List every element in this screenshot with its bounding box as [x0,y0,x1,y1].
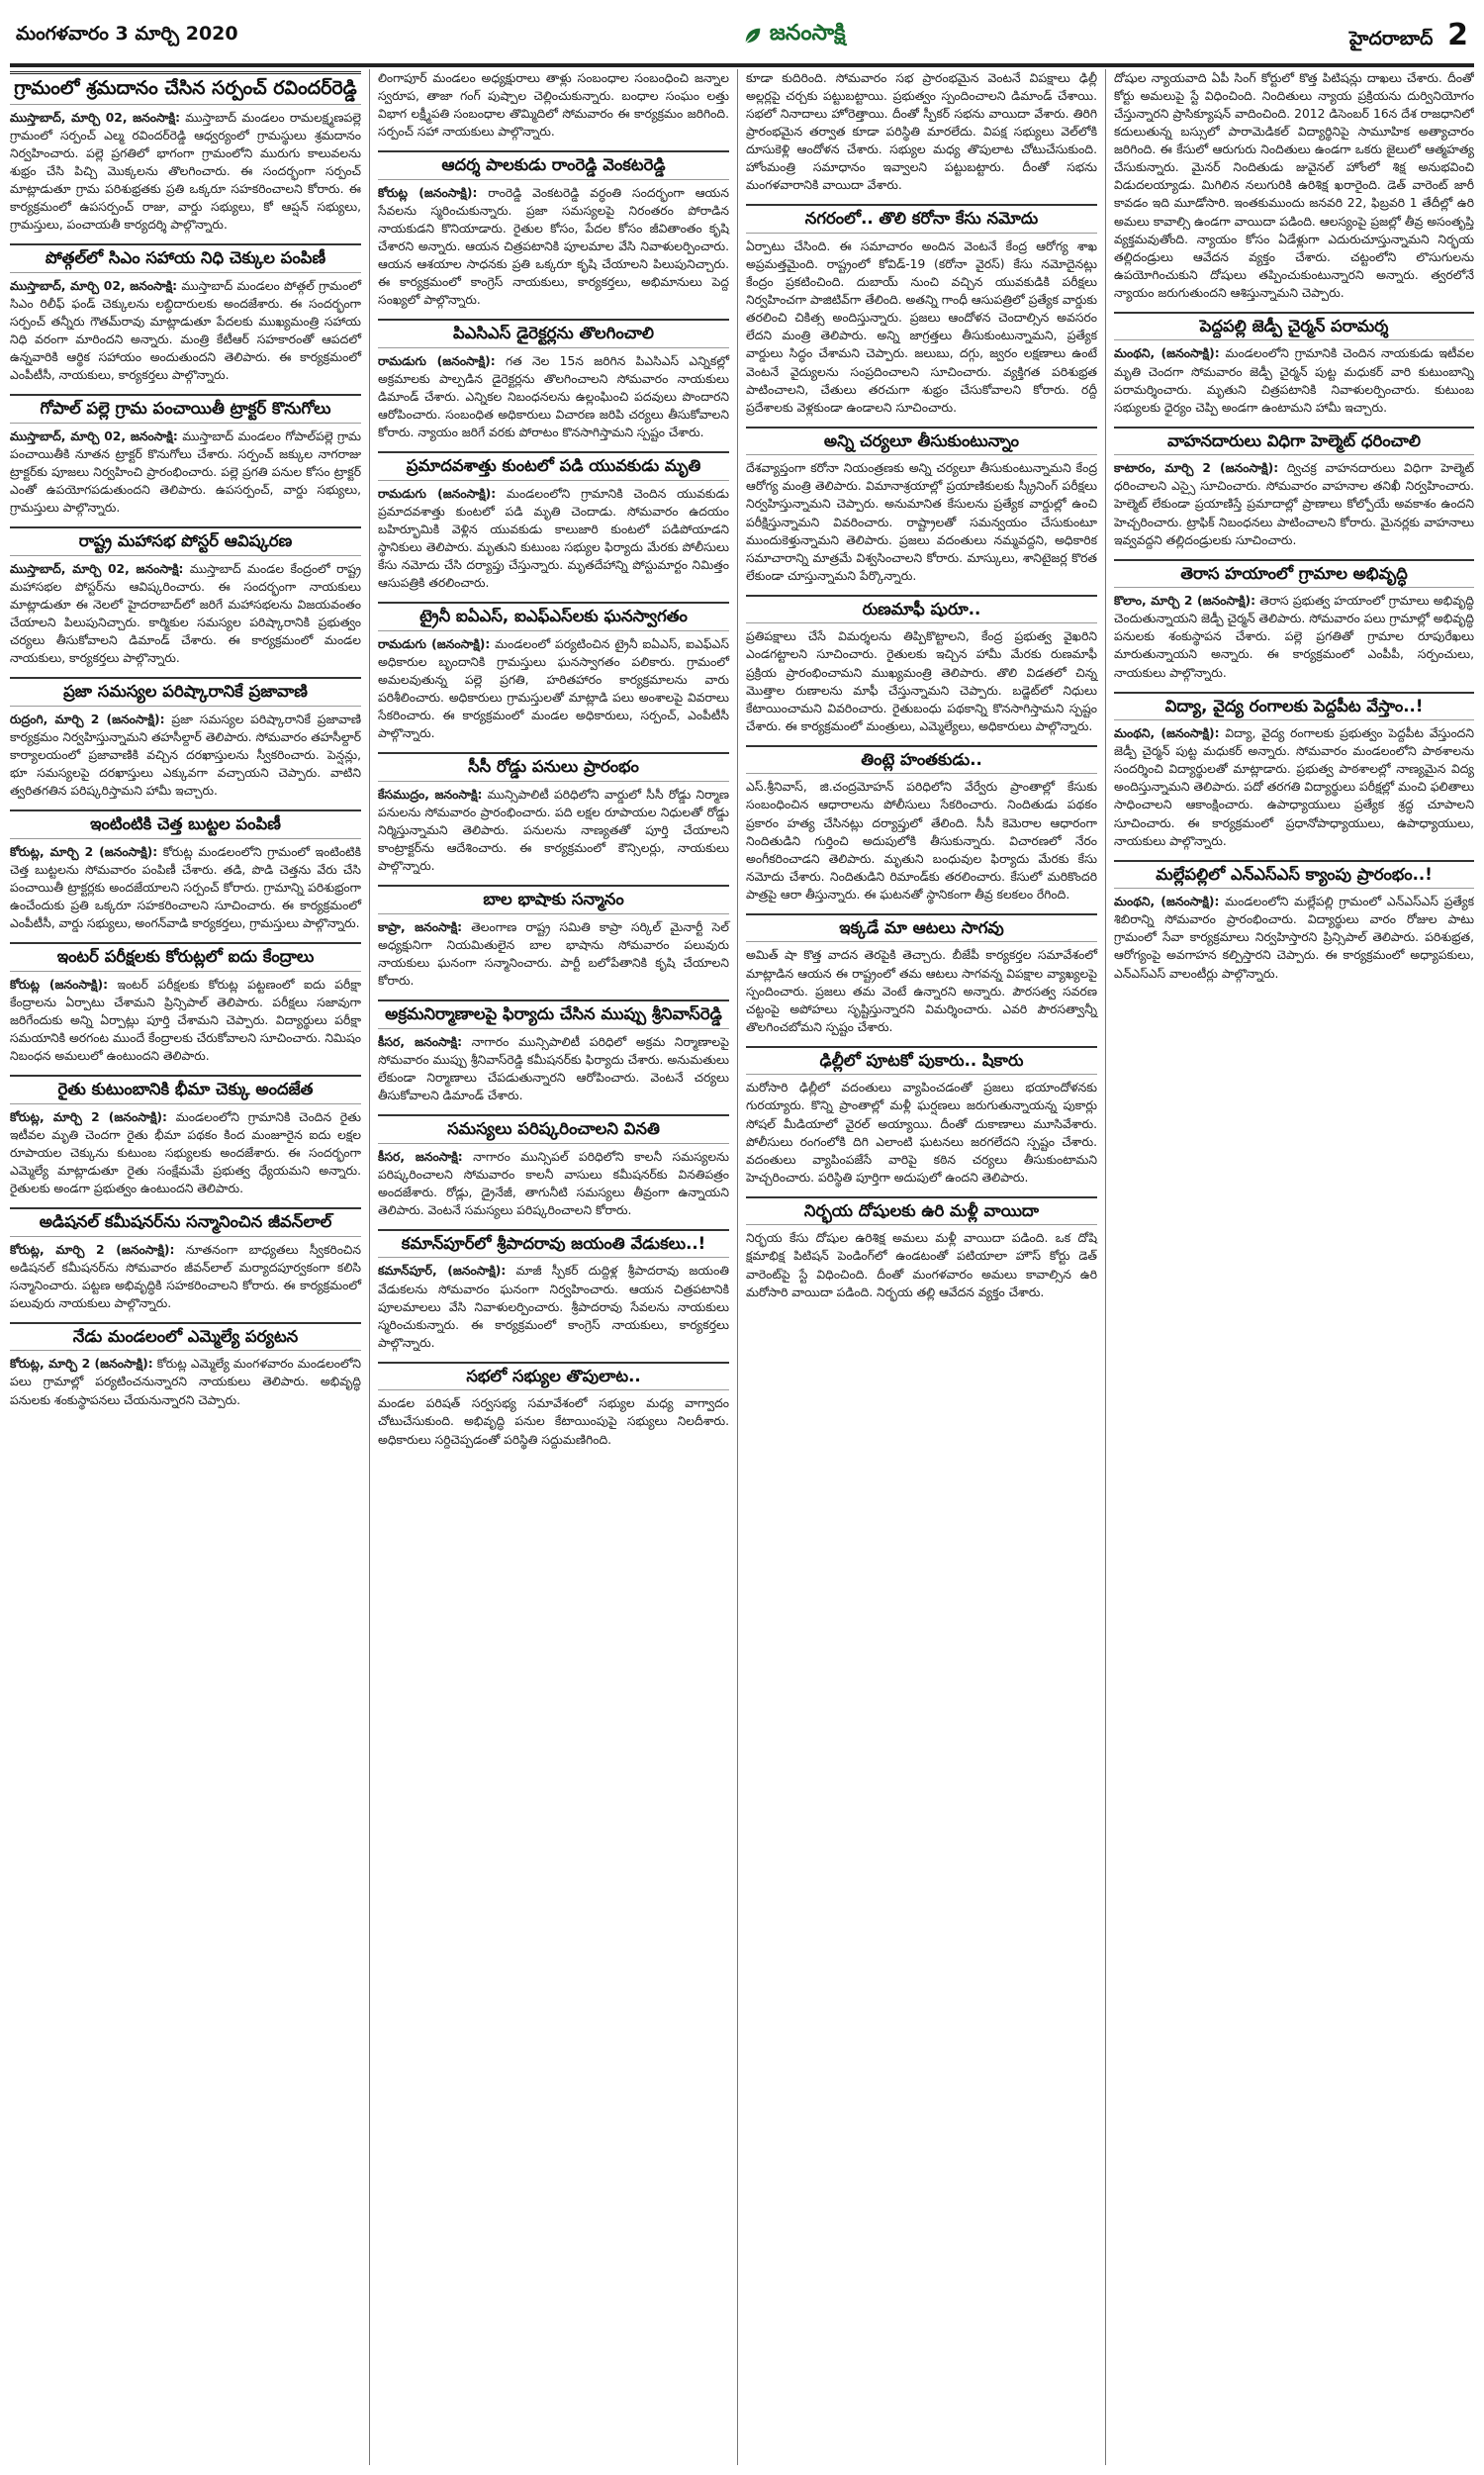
story-text: కోరుట్ల ఎమ్మెల్యే మంగళవారం మండలంలోని పలు గ్రామాల్లో పర్యటించనున్నారని నాయకులు తెలిపారు. అభివృద్ధి పనులకు శంకుస్థాపనలు చేయనున్నారని చెప్పారు. [10,1357,362,1407]
story-body [746,69,1097,194]
story-headline: ట్రైనీ ఐఏఎస్, ఐఎఫ్ఎస్‌లకు ఘనస్వాగతం [378,602,729,631]
story-text: అమిత్ షా కొత్త వాదన తెరపైకి తెచ్చారు. బీజేపీ కార్యకర్తల సమావేశంలో మాట్లాడిన ఆయన ఈ రాష్ట్రంలో తమ ఆటలు సాగవన్న విపక్షాల వ్యాఖ్యలపై స్పందించారు. ప్రజలు తమ వెంటే ఉన్నారని అన్నారు. పౌరసత్వ సవరణ చట్టంపై అపోహలు సృష్టిస్తున్నారని విమర్శించారు. ఎవరి పౌరసత్వాన్నీ తొలగించబోమని స్పష్టం చేశారు. [746,948,1097,1034]
news-column [10,69,370,2465]
story-body [10,711,361,800]
story-headline: కమాన్‌పూర్‌లో శ్రీపాదరావు జయంతి వేడుకలు..! [378,1229,729,1259]
story-headline: విద్యా, వైద్య రంగాలకు పెద్దపీట వేస్తాం..! [1114,692,1474,721]
story-dateline: మంథని, (జనంసాక్షి): [1114,346,1220,361]
news-story [378,451,729,592]
news-story [746,745,1097,904]
news-story [10,809,361,932]
news-story [1114,559,1474,682]
story-dateline: కోరుట్ల, మార్చి 2 (జనంసాక్షి): [10,1242,175,1257]
news-story [746,69,1097,194]
story-body [378,184,729,309]
story-body [378,1262,729,1351]
story-body [378,1394,729,1448]
news-story [378,1229,729,1352]
story-headline: బాల భాషాకు సన్మానం [378,885,729,914]
story-text: ముస్తాబాద్ మండలం పోత్గల్ గ్రామంలో సిఎం రిలీఫ్ ఫండ్ చెక్కులను లబ్ధిదారులకు అందజేశారు. ఈ సందర్భంగా సర్పంచ్ తన్నీరు గౌతమ్‌రావు మాట్లాడుతూ పేదలకు ముఖ్యమంత్రి సహాయ నిధి వరంగా మారిందని అన్నారు. మంత్రి కేటీఆర్ సహకారంతో ఆపదలో ఉన్నవారికి ఆర్థిక సహాయం అందుతుందని తెలిపారు. ఈ కార్యక్రమంలో ఎంపీటీసీ, నాయకులు, కార్యకర్తలు పాల్గొన్నారు. [10,278,361,383]
news-story [1114,69,1474,302]
story-body [378,485,729,592]
news-story [1114,692,1474,850]
news-story [10,243,361,384]
news-column [378,69,738,2465]
story-dateline: కోరుట్ల (జనంసాక్షి): [10,977,108,992]
story-dateline: ముస్తాబాద్, మార్చి 02, జనంసాక్షి: [10,428,178,443]
story-text: కూడా కుదిరింది. సోమవారం సభ ప్రారంభమైన వెంటనే విపక్షాలు ఢిల్లీ అల్లర్లపై చర్చకు పట్టుబట్టాయి. ప్రభుత్వం స్పందించాలని డిమాండ్ చేశాయి. సభలో నినాదాలు హోరెత్తాయి. దీంతో స్పీకర్ సభను వాయిదా వేశారు. తిరిగి ప్రారంభమైన తర్వాత కూడా పరిస్థితి మారలేదు. విపక్ష సభ్యులు వెల్‌లోకి దూసుకెళ్లి ఆందోళన చేశారు. సభ్యుల మధ్య తొపులాట చోటుచేసుకుంది. హోంమంత్రి సమాధానం ఇవ్వాలని పట్టుబట్టారు. దీంతో సభను మంగళవారానికి వాయిదా వేశారు. [746,71,1097,193]
story-body [10,277,361,384]
story-text: మండలంలోని గ్రామానికి చెందిన యువకుడు ప్రమాదవశాత్తు కుంటలో పడి మృతి చెందాడు. సోమవారం ఉదయం బహిర్భూమికి వెళ్లిన యువకుడు కాలుజారి కుంటలో పడిపోయాడని స్థానికులు తెలిపారు. మృతుని కుటుంబ సభ్యుల ఫిర్యాదు మేరకు పోలీసులు కేసు నమోదు చేసి దర్యాప్తు చేస్తున్నారు. మృతదేహాన్ని పోస్టుమార్టం నిమిత్తం ఆసుపత్రికి తరలించారు. [378,486,729,591]
news-story [378,885,729,990]
story-body [378,69,729,141]
story-dateline: కీసర, జనంసాక్షి: [378,1034,462,1049]
story-headline: వాహనదారులు విధిగా హెల్మెట్ ధరించాలి [1114,427,1474,456]
story-text: తెలంగాణ రాష్ట్ర సమితి కాప్రా సర్కిల్ మైనార్టీ సెల్ అధ్యక్షునిగా నియమితులైన బాల భాషాను సోమవారం పలువురు నాయకులు ఘనంగా సన్మానించారు. పార్టీ బలోపేతానికి కృషి చేయాలని కోరారు. [378,919,729,988]
story-text: ముస్తాబాద్ మండలం గోపాల్‌పల్లె గ్రామ పంచాయితీకి నూతన ట్రాక్టర్ కొనుగోలు చేశారు. సర్పంచ్ జక్కుల నాగరాజు ట్రాక్టర్‌కు పూజలు నిర్వహించి ప్రారంభించారు. పల్లె ప్రగతి పనుల కోసం ట్రాక్టర్ ఎంతో ఉపయోగపడుతుందని తెలిపారు. ఉపసర్పంచ్, వార్డు సభ్యులు, గ్రామస్తులు పాల్గొన్నారు. [10,428,361,516]
story-headline: సభలో సభ్యుల తొపులాట.. [378,1362,729,1391]
story-text: రాంరెడ్డి వెంకటరెడ్డి వర్ధంతి సందర్భంగా ఆయన సేవలను స్మరించుకున్నారు. ప్రజా సమస్యలపై నిరంతరం పోరాడిన నాయకుడని కొనియాడారు. రైతుల కోసం, పేదల కోసం జీవితాంతం కృషి చేశారని అన్నారు. ఆయన చిత్రపటానికి పూలమాల వేసి నివాళులర్పించారు. ఆయన ఆశయాల సాధనకు ప్రతి ఒక్కరూ కృషి చేయాలని పిలుపునిచ్చారు. ఈ కార్యక్రమంలో కాంగ్రెస్ నాయకులు, కార్యకర్తలు, అభిమానులు పెద్ద సంఖ్యలో పాల్గొన్నారు. [378,185,729,308]
story-dateline: మంథని, (జనంసాక్షి): [1114,895,1220,909]
story-dateline: కీసర, జనంసాక్షి: [378,1149,463,1164]
story-headline: నగరంలో.. తొలి కరోనా కేసు నమోదు [746,204,1097,234]
story-headline: పిఎసిఎస్ డైరెక్టర్లను తొలగించాలి [378,319,729,348]
story-text: కోరుట్ల మండలంలోని గ్రామంలో ఇంటింటికి చెత్త బుట్టలను సోమవారం పంపిణీ చేశారు. తడి, పొడి చెత్తను వేరు చేసి పంచాయితీ ట్రాక్టర్లకు అందజేయాలని సర్పంచ్ కోరారు. గ్రామాన్ని పరిశుభ్రంగా ఉంచేందుకు ప్రతి ఒక్కరూ సహకరించాలని సూచించారు. ఈ కార్యక్రమంలో ఎంపీటీసీ, వార్డు సభ్యులు, అంగన్‌వాడి కార్యకర్తలు, గ్రామస్తులు పాల్గొన్నారు. [10,844,361,930]
story-text: నిర్భయ కేసు దోషుల ఉరిశిక్ష అమలు మళ్లీ వాయిదా పడింది. ఒక దోషి క్షమాభిక్ష పిటిషన్ పెండింగ్‌లో ఉండటంతో పటియాలా హౌస్ కోర్టు డెత్ వారెంట్‌పై స్టే విధించింది. దీంతో మంగళవారం అమలు కావాల్సిన ఉరి మరోసారి వాయిదా పడింది. నిర్భయ తల్లి ఆవేదన వ్యక్తం చేశారు. [746,1231,1097,1299]
story-dateline: రుద్రంగి, మార్చి 2 (జనంసాక్షి): [10,712,165,726]
story-body [1114,344,1474,416]
story-body [1114,724,1474,849]
news-columns [10,69,1474,2465]
story-text: నాగారం మున్సిపాలిటీ పరిధిలో అక్రమ నిర్మాణాలపై సోమవారం ముప్పు శ్రీనివాస్‌రెడ్డి కమీషనర్‌కు ఫిర్యాదు చేశారు. అనుమతులు లేకుండా నిర్మాణాలు చేపడుతున్నారని ఆరోపించారు. వెంటనే చర్యలు తీసుకోవాలని డిమాండ్ చేశారు. [378,1034,729,1102]
news-story [378,150,729,309]
news-story [10,1322,361,1409]
story-dateline: రామడుగు (జనంసాక్షి): [378,486,497,501]
story-headline: మల్లేపల్లిలో ఎన్ఎస్ఎస్ క్యాంపు ప్రారంభం..! [1114,860,1474,890]
news-story [378,1000,729,1104]
story-body [746,778,1097,903]
news-story [746,913,1097,1036]
story-headline: సమస్యలు పరిష్కరించాలని వినతి [378,1114,729,1144]
story-body [10,1241,361,1312]
paper-name: జనంసాక్షి [769,21,846,46]
story-text: నూతనంగా బాధ్యతలు స్వీకరించిన అడిషనల్ కమీషనర్‌ను సోమవారం జీవన్‌లాల్ మర్యాదపూర్వకంగా కలిసి సన్మానించారు. పట్టణ అభివృద్ధికి సహకరించాలని కోరారు. ఈ కార్యక్రమంలో పలువురు నాయకులు పాల్గొన్నారు. [10,1242,361,1310]
story-body [10,843,361,932]
paper-logo [742,21,846,50]
story-headline: ఇక్కడే మా ఆటలు సాగవు [746,913,1097,943]
story-text: ముస్తాబాద్ మండల కేంద్రంలో రాష్ట్ర మహాసభల పోస్టర్‌ను ఆవిష్కరించారు. ఈ సందర్భంగా నాయకులు మాట్లాడుతూ ఈ నెలలో హైదరాబాద్‌లో జరిగే మహాసభలను విజయవంతం చేయాలని పిలుపునిచ్చారు. కార్మికుల సమస్యల పరిష్కారానికి ప్రభుత్వం చర్యలు తీసుకోవాలని డిమాండ్ చేశారు. ఈ కార్యక్రమంలో మండల నాయకులు, కార్యకర్తలు పాల్గొన్నారు. [10,561,361,666]
story-body [1114,592,1474,681]
news-story [1114,427,1474,549]
story-body [10,1108,361,1197]
story-text: లింగాపూర్ మండలం అధ్యక్షురాలు తాళ్లు సంబంధాల సంబంధించి జన్నాల స్వరూప, తాజా గంగ్ పుష్పాల చెల్లించుకున్నారు. బంధాల సంఘం లత్తు విభాగ లక్ష్మీపతి సంబంధాల తొమ్మిదిలో సోమవారం ఈ కార్యక్రమం జరిగింది. సర్పంచ్ సహా నాయకులు పాల్గొన్నారు. [378,71,729,140]
story-body [746,946,1097,1035]
story-headline: ఢిల్లీలో పూటకో పుకారు.. షికారు [746,1046,1097,1076]
story-body [746,238,1097,417]
story-headline: ప్రజా సమస్యల పరిష్కారానికే ప్రజావాణి [10,677,361,707]
story-headline: గ్రామంలో శ్రమదానం చేసిన సర్పంచ్ రవిందర్‌రెడ్డి [10,71,361,105]
story-body [378,918,729,990]
story-headline: ఇంటర్ పరీక్షలకు కోరుట్లలో ఐదు కేంద్రాలు [10,942,361,972]
leaf-icon [742,25,764,47]
story-headline: ప్రమాదవశాత్తు కుంటలో పడి యువకుడు మృతి [378,451,729,481]
story-text: దేశవ్యాప్తంగా కరోనా నియంత్రణకు అన్ని చర్యలూ తీసుకుంటున్నామని కేంద్ర ఆరోగ్య మంత్రి తెలిపారు. విమానాశ్రయాల్లో ప్రయాణికులకు స్క్రీనింగ్ పరీక్షలు నిర్వహిస్తున్నామని చెప్పారు. అనుమానిత కేసులను ప్రత్యేక వార్డుల్లో ఉంచి పరీక్షిస్తున్నామని వివరించారు. రాష్ట్రాలతో సమన్వయం చేసుకుంటూ ముందుకెళ్తున్నామని తెలిపారు. ప్రజలు వదంతులు నమ్మవద్దని, అధికారిక సమాచారాన్ని మాత్రమే విశ్వసించాలని కోరారు. మాస్కులు, శానిటైజర్ల కొరత లేకుండా చూస్తున్నామని పేర్కొన్నారు. [746,461,1097,583]
story-dateline: ముస్తాబాద్, మార్చి 02, జనంసాక్షి: [10,278,178,293]
story-dateline: ముస్తాబాద్, మార్చి 02, జనంసాక్షి: [10,561,184,576]
story-text: మండలంలోని మల్లేపల్లి గ్రామంలో ఎన్ఎస్ఎస్ ప్రత్యేక శిబిరాన్ని సోమవారం ప్రారంభించారు. విద్యార్థులు వారం రోజుల పాటు గ్రామంలో సేవా కార్యక్రమాలు నిర్వహిస్తారని ప్రిన్సిపాల్ తెలిపారు. పరిశుభ్రత, ఆరోగ్యంపై అవగాహన కల్పిస్తారని చెప్పారు. ఈ కార్యక్రమంలో అధ్యాపకులు, ఎన్ఎస్ఎస్ వాలంటీర్లు పాల్గొన్నారు. [1114,895,1474,981]
story-text: మాజీ స్పీకర్ దుద్దిళ్ల శ్రీపాదరావు జయంతి వేడుకలను సోమవారం ఘనంగా నిర్వహించారు. ఆయన చిత్రపటానికి పూలమాలలు వేసి నివాళులర్పించారు. శ్రీపాదరావు సేవలను నాయకులు స్మరించుకున్నారు. ఈ కార్యక్రమంలో కాంగ్రెస్ నాయకులు, కార్యకర్తలు పాల్గొన్నారు. [378,1264,729,1350]
story-body [1114,893,1474,982]
story-text: తెరాస ప్రభుత్వ హయాంలో గ్రామాలు అభివృద్ధి చెందుతున్నాయని జెడ్పీ చైర్మన్ తెలిపారు. సోమవారం పలు గ్రామాల్లో అభివృద్ధి పనులకు శంకుస్థాపన చేశారు. పల్లె ప్రగతితో గ్రామాల రూపురేఖలు మారుతున్నాయని అన్నారు. ఈ కార్యక్రమంలో ఎంపీపీ, సర్పంచులు, నాయకులు పాల్గొన్నారు. [1114,594,1474,680]
story-body [378,786,729,875]
story-headline: రైతు కుటుంబానికి భీమా చెక్కు అందజేత [10,1075,361,1104]
story-headline: రాష్ట్ర మహాసభ పోస్టర్ ఆవిష్కరణ [10,526,361,556]
story-headline: రుణమాఫీ షురూ.. [746,595,1097,624]
story-text: మరోసారి ఢిల్లీలో వదంతులు వ్యాపించడంతో ప్రజలు భయాందోళనకు గురయ్యారు. కొన్ని ప్రాంతాల్లో మళ్లీ ఘర్షణలు జరుగుతున్నాయన్న పుకార్లు సోషల్ మీడియాలో వైరల్ అయ్యాయి. దీంతో దుకాణాలు మూసివేశారు. పోలీసులు రంగంలోకి దిగి ఎలాంటి ఘటనలు జరగలేదని స్పష్టం చేశారు. వదంతులు వ్యాపింపజేసే వారిపై కఠిన చర్యలు తీసుకుంటామని హెచ్చరించారు. పరిస్థితి పూర్తిగా అదుపులో ఉందని తెలిపారు. [746,1081,1097,1185]
story-headline: పోత్గల్‌లో సిఎం సహాయ నిధి చెక్కుల పంపిణీ [10,243,361,273]
story-dateline: కాటారం, మార్చి 2 (జనంసాక్షి): [1114,461,1279,476]
story-body [10,1355,361,1408]
story-text: ద్విచక్ర వాహనదారులు విధిగా హెల్మెట్ ధరించాలని ఎస్సై సూచించారు. సోమవారం వాహనాల తనిఖీ నిర్వహించారు. హెల్మెట్ లేకుండా ప్రయాణిస్తే ప్రమాదాల్లో ప్రాణాలు కోల్పోయే అవకాశం ఉందని హెచ్చరించారు. ట్రాఫిక్ నిబంధనలు పాటించాలని కోరారు. మైనర్లకు వాహనాలు ఇవ్వవద్దని తల్లిదండ్రులకు సూచించారు. [1114,461,1474,547]
story-dateline: కోరుట్ల, మార్చి 2 (జనంసాక్షి): [10,1109,167,1124]
story-body [378,1148,729,1219]
story-body [378,635,729,742]
story-headline: నిర్భయ దోషులకు ఉరి మళ్లీ వాయిదా [746,1196,1097,1226]
story-dateline: కాప్రా, జనంసాక్షి: [378,919,463,934]
story-dateline: మంథని, (జనంసాక్షి): [1114,726,1220,741]
news-story [746,1046,1097,1187]
story-text: విద్యా, వైద్య రంగాలకు ప్రభుత్వం పెద్దపీట వేస్తుందని జెడ్పీ చైర్మన్ పుట్ట మధుకర్ అన్నారు. సోమవారం మండలంలోని పాఠశాలను సందర్శించి విద్యార్థులతో మాట్లాడారు. ప్రభుత్వ పాఠశాలల్లో నాణ్యమైన విద్య అందిస్తున్నామని తెలిపారు. పదో తరగతి విద్యార్థులు పరీక్షల్లో మంచి ఫలితాలు సాధించాలని ఆకాంక్షించారు. ఉపాధ్యాయులు ప్రత్యేక శ్రద్ధ చూపాలని సూచించారు. ఈ కార్యక్రమంలో ప్రధానోపాధ్యాయులు, ఉపాధ్యాయులు, నాయకులు పాల్గొన్నారు. [1114,726,1474,848]
story-text: దోషుల న్యాయవాది ఏపీ సింగ్ కోర్టులో కొత్త పిటిషన్లు దాఖలు చేశారు. దీంతో కోర్టు అమలుపై స్టే విధించింది. నిందితులు న్యాయ ప్రక్రియను దుర్వినియోగం చేస్తున్నారని ప్రాసిక్యూషన్ వాదించింది. 2012 డిసెంబర్ 16న దేశ రాజధానిలో కదులుతున్న బస్సులో పారామెడికల్ విద్యార్థినిపై సామూహిక అత్యాచారం జరిగింది. ఈ కేసులో ఆరుగురు నిందితులు ఉండగా ఒకరు జైలులో ఆత్మహత్య చేసుకున్నారు. మైనర్ నిందితుడు జువైనల్ హోంలో శిక్ష అనుభవించి విడుదలయ్యాడు. మిగిలిన నలుగురికి ఉరిశిక్ష ఖరారైంది. డెత్ వారెంట్ జారీ కావడం ఇది మూడోసారి. ఇంతకుముందు జనవరి 22, ఫిబ్రవరి 1 తేదీల్లో ఉరి అమలు కావాల్సి ఉండగా వాయిదా పడింది. ఆలస్యంపై ప్రజల్లో తీవ్ర అసంతృప్తి వ్యక్తమవుతోంది. న్యాయం కోసం ఏడేళ్లుగా ఎదురుచూస్తున్నామని నిర్భయ తల్లిదండ్రులు ఆవేదన వ్యక్తం చేశారు. చట్టంలోని లొసుగులను ఉపయోగించుకుని దోషులు తప్పించుకుంటున్నారని అన్నారు. త్వరలోనే న్యాయం జరుగుతుందని ఆశిస్తున్నామని చెప్పారు. [1114,71,1474,300]
story-text: మండల పరిషత్ సర్వసభ్య సమావేశంలో సభ్యుల మధ్య వాగ్వాదం చోటుచేసుకుంది. అభివృద్ధి పనుల కేటాయింపుపై సభ్యులు నిలదీశారు. అధికారులు సర్దిచెప్పడంతో పరిస్థితి సద్దుమణిగింది. [378,1396,729,1447]
story-text: మండలంలోని గ్రామానికి చెందిన రైతు ఇటీవల మృతి చెందగా రైతు భీమా పథకం కింద మంజూరైన ఐదు లక్షల రూపాయల చెక్కును కుటుంబ సభ్యులకు అందజేశారు. ఈ సందర్భంగా ఎమ్మెల్యే మాట్లాడుతూ రైతు సంక్షేమమే ప్రభుత్వ ధ్యేయమని అన్నారు. రైతులకు అండగా ప్రభుత్వం ఉంటుందని తెలిపారు. [10,1109,361,1195]
issue-date: మంగళవారం 3 మార్చి 2020 [16,22,238,45]
story-text: గత నెల 15న జరిగిన పిఎసిఎస్ ఎన్నికల్లో అక్రమాలకు పాల్పడిన డైరెక్టర్లను తొలగించాలని సోమవారం నాయకులు డిమాండ్ చేశారు. ఎన్నికల నిబంధనలను ఉల్లంఘించి పదవులు పొందారని ఆరోపించారు. సంబంధిత అధికారులు విచారణ జరిపి చర్యలు తీసుకోవాలని కోరారు. న్యాయం జరిగే వరకు పోరాటం కొనసాగిస్తామని స్పష్టం చేశారు. [378,353,729,440]
news-story [378,319,729,441]
city-name: హైదరాబాద్ [1348,27,1434,49]
story-body [746,1079,1097,1186]
story-text: మండలంలోని గ్రామానికి చెందిన నాయకుడు ఇటీవల మృతి చెందగా సోమవారం జెడ్పీ చైర్మన్ పుట్ట మధుకర్ వారి కుటుంబాన్ని పరామర్శించారు. మృతుని చిత్రపటానికి నివాళులర్పించారు. కుటుంబ సభ్యులకు ధైర్యం చెప్పి అండగా ఉంటామని హామీ ఇచ్చారు. [1114,346,1474,415]
story-body [746,1229,1097,1300]
story-text: ప్రతిపక్షాలు చేసే విమర్శలను తిప్పికొట్టాలని, కేంద్ర ప్రభుత్వ వైఖరిని ఎండగట్టాలని సూచించారు. రైతులకు ఇచ్చిన హామీ మేరకు రుణమాఫీ ప్రక్రియ ప్రారంభించామని ముఖ్యమంత్రి తెలిపారు. తొలి విడతలో చిన్న మొత్తాల రుణాలను మాఫీ చేస్తున్నామని చెప్పారు. బడ్జెట్‌లో నిధులు కేటాయించామని వివరించారు. రైతుబంధు పథకాన్ని కొనసాగిస్తామని స్పష్టం చేశారు. ఈ కార్యక్రమంలో మంత్రులు, ఎమ్మెల్యేలు, అధికారులు పాల్గొన్నారు. [746,629,1097,733]
story-text: నాగారం మున్సిపల్ పరిధిలోని కాలనీ సమస్యలను పరిష్కరించాలని సోమవారం కాలనీ వాసులు కమీషనర్‌కు వినతిపత్రం అందజేశారు. రోడ్లు, డ్రైనేజీ, తాగునీటి సమస్యలు తీవ్రంగా ఉన్నాయని తెలిపారు. వెంటనే సమస్యలు పరిష్కరించాలని కోరారు. [378,1149,729,1217]
page-number: 2 [1447,17,1468,52]
story-body [10,428,361,517]
news-story [378,69,729,141]
news-story [10,526,361,667]
story-body [1114,459,1474,548]
story-dateline: రామడుగు (జనంసాక్షి): [378,636,491,651]
story-body [10,560,361,667]
story-headline: అన్ని చర్యలూ తీసుకుంటున్నాం [746,427,1097,456]
news-story [746,1196,1097,1301]
news-story [746,427,1097,585]
story-headline: తెరాస హయాంలో గ్రామాల అభివృద్ధి [1114,559,1474,589]
news-story [1114,312,1474,417]
story-headline: అడిషనల్ కమీషనర్‌ను సన్మానించిన జీవన్‌లాల్ [10,1207,361,1237]
story-headline: గోపాల్ పల్లె గ్రామ పంచాయితీ ట్రాక్టర్ కొనుగోలు [10,394,361,424]
news-story [1114,860,1474,983]
story-body [746,627,1097,734]
news-story [378,752,729,875]
story-headline: నేడు మండలంలో ఎమ్మెల్యే పర్యటన [10,1322,361,1352]
story-dateline: కోరుట్ల, మార్చి 2 (జనంసాక్షి): [10,1357,153,1372]
news-story [10,394,361,517]
story-dateline: కొలాం, మార్చి 2 (జనంసాక్షి): [1114,594,1256,609]
story-dateline: కోరుట్ల (జనంసాక్షి): [378,185,478,200]
story-headline: పెద్దపల్లి జెడ్పీ చైర్మన్ పరామర్శ [1114,312,1474,341]
masthead [10,8,1474,67]
news-story [10,1075,361,1197]
story-dateline: కోరుట్ల, మార్చి 2 (జనంసాక్షి): [10,844,158,859]
news-story [10,71,361,234]
story-text: ఏర్పాటు చేసింది. ఈ సమాచారం అందిన వెంటనే కేంద్ర ఆరోగ్య శాఖ అప్రమత్తమైంది. రాష్ట్రంలో కోవిడ్-19 (కరోనా వైరస్) కేసు నమోదైనట్లు కేంద్రం ప్రకటించింది. దుబాయ్ నుంచి వచ్చిన యువకుడికి పరీక్షలు నిర్వహించగా పాజిటివ్‌గా తేలింది. అతన్ని గాంధీ ఆసుపత్రిలో ప్రత్యేక వార్డుకు తరలించి చికిత్స అందిస్తున్నారు. ప్రజలు ఆందోళన చెందాల్సిన అవసరం లేదని మంత్రి తెలిపారు. అన్ని జాగ్రత్తలు తీసుకుంటున్నామని, ప్రత్యేక వార్డులు సిద్ధం చేశామని చెప్పారు. జలుబు, దగ్గు, జ్వరం లక్షణాలు ఉంటే వెంటనే వైద్యులను సంప్రదించాలని సూచించారు. వ్యక్తిగత పరిశుభ్రత పాటించాలని, చేతులు తరచుగా శుభ్రం చేసుకోవాలని కోరారు. రద్దీ ప్రదేశాలకు వెళ్లకుండా ఉండాలని సూచించారు. [746,239,1097,415]
story-dateline: ముస్తాబాద్, మార్చి 02, జనంసాక్షి: [10,110,181,125]
story-headline: ఆదర్శ పాలకుడు రాంరెడ్డి వెంకటరెడ్డి [378,150,729,180]
news-story [746,595,1097,735]
news-story [746,204,1097,416]
story-body [1114,69,1474,302]
story-dateline: కమాన్‌పూర్, (జనంసాక్షి): [378,1264,507,1279]
news-story [10,677,361,800]
story-body [746,459,1097,584]
story-dateline: రామడుగు (జనంసాక్షి): [378,353,496,368]
story-body [378,352,729,441]
story-text: ముస్తాబాద్ మండలం రామలక్ష్మణపల్లె గ్రామంలో సర్పంచ్ ఎల్మ రవిందర్‌రెడ్డి ఆధ్వర్యంలో గ్రామస్థులు శ్రమదానం నిర్వహించారు. పల్లె ప్రగతిలో భాగంగా గ్రామంలోని మురుగు కాలువలను శుభ్రం చేసి పిచ్చి మొక్కలను తొలగించారు. ఈ సందర్భంగా సర్పంచ్ మాట్లాడుతూ గ్రామ పరిశుభ్రతకు ప్రతి ఒక్కరూ సహకరించాలని కోరారు. ఈ కార్యక్రమంలో ఉపసర్పంచ్ రాజు, వార్డు సభ్యులు, కో ఆప్షన్ సభ్యులు, గ్రామస్తులు, పంచాయతీ కార్యదర్శి పాల్గొన్నారు. [10,110,361,233]
news-story [378,1362,729,1449]
news-story [10,1207,361,1312]
story-headline: తింట్లె హంతకుడు.. [746,745,1097,775]
story-text: ఇంటర్ పరీక్షలకు కోరుట్ల పట్టణంలో ఐదు పరీక్షా కేంద్రాలను ఏర్పాటు చేశామని ప్రిన్సిపాల్ తెలిపారు. పరీక్షలు సజావుగా జరిగేందుకు అన్ని ఏర్పాట్లు పూర్తి చేశామని చెప్పారు. విద్యార్థులు పరీక్షా సమయానికి అరగంట ముందే కేంద్రాలకు చేరుకోవాలని సూచించారు. నిమిషం నిబంధన అమలులో ఉంటుందని తెలిపారు. [10,977,361,1063]
story-text: మున్సిపాలిటీ పరిధిలోని వార్డులో సీసీ రోడ్డు నిర్మాణ పనులను సోమవారం ప్రారంభించారు. పది లక్షల రూపాయల నిధులతో రోడ్డు నిర్మిస్తున్నామని తెలిపారు. పనులను నాణ్యతతో పూర్తి చేయాలని కాంట్రాక్టర్‌ను ఆదేశించారు. ఈ కార్యక్రమంలో కౌన్సిలర్లు, నాయకులు పాల్గొన్నారు. [378,787,729,874]
news-column [746,69,1106,2465]
story-text: మండలంలో పర్యటించిన ట్రైనీ ఐఏఎస్, ఐఎఫ్ఎస్ అధికారుల బృందానికి గ్రామస్తులు ఘనస్వాగతం పలికారు. గ్రామంలో అమలవుతున్న పల్లె ప్రగతి, హరితహారం కార్యక్రమాలను వారు పరిశీలించారు. అధికారులు గ్రామస్తులతో మాట్లాడి పలు అంశాలపై వివరాలు సేకరించారు. ఈ కార్యక్రమంలో మండల అధికారులు, సర్పంచ్, ఎంపీటీసీ పాల్గొన్నారు. [378,636,729,741]
story-body [10,109,361,234]
news-column [1114,69,1474,2465]
story-body [10,976,361,1065]
story-headline: అక్రమనిర్మాణాలపై ఫిర్యాదు చేసిన ముప్పు శ్రీనివాస్‌రెడ్డి [378,1000,729,1029]
story-text: ప్రజా సమస్యల పరిష్కారానికే ప్రజావాణి కార్యక్రమం నిర్వహిస్తున్నామని తహసీల్దార్ తెలిపారు. సోమవారం తహసీల్దార్ కార్యాలయంలో ప్రజావాణికి వచ్చిన దరఖాస్తులను స్వీకరించారు. పెన్షన్లు, భూ సమస్యలపై దరఖాస్తులు ఎక్కువగా వచ్చాయని చెప్పారు. వాటిని త్వరితగతిన పరిష్కరిస్తామని హామీ ఇచ్చారు. [10,712,361,798]
city-and-page [1349,18,1474,54]
news-story [378,602,729,742]
story-dateline: కేసముద్రం, జనంసాక్షి: [378,787,483,802]
story-body [378,1033,729,1104]
story-headline: ఇంటింటికి చెత్త బుట్టల పంపిణీ [10,809,361,839]
news-story [378,1114,729,1219]
story-text: ఎస్.శ్రీనివాస్, జి.చంద్రమోహన్ పరిధిలోని వేర్వేరు ప్రాంతాల్లో కేసుకు సంబంధించిన ఆధారాలను పోలీసులు సేకరించారు. నిందితుడు పథకం ప్రకారం హత్య చేసినట్లు దర్యాప్తులో తేలింది. సీసీ కెమెరాల ఆధారంగా నిందితుడిని గుర్తించి అదుపులోకి తీసుకున్నారు. విచారణలో నేరం అంగీకరించాడని తెలిపారు. మృతుని బంధువుల ఫిర్యాదు మేరకు కేసు నమోదు చేశారు. నిందితుడిని రిమాండ్‌కు తరలించారు. కేసులో మరికొందరి పాత్రపై ఆరా తీస్తున్నారు. ఈ ఘటనతో స్థానికంగా తీవ్ర కలకలం రేగింది. [746,780,1097,902]
news-story [10,942,361,1065]
story-headline: సీసీ రోడ్డు పనులు ప్రారంభం [378,752,729,782]
